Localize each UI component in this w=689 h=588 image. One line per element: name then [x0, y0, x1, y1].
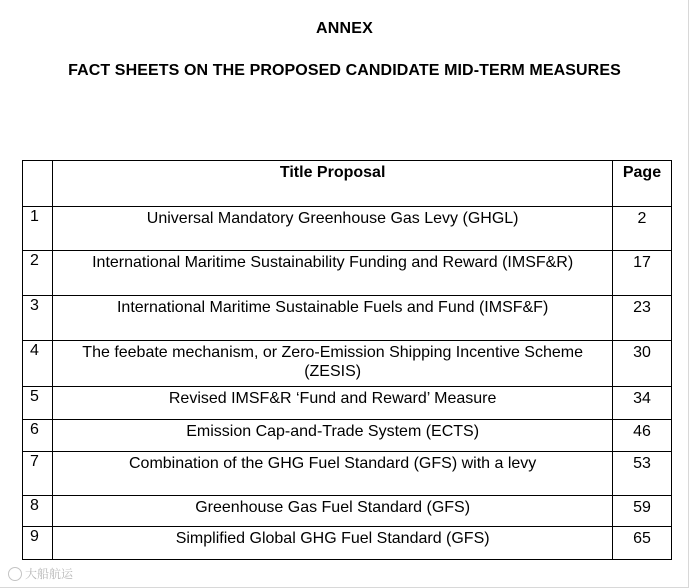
- row-title: The feebate mechanism, or Zero-Emission Shipping Incentive Scheme (ZESIS): [53, 341, 613, 387]
- watermark-text: 大船航运: [25, 567, 74, 581]
- row-title: Simplified Global GHG Fuel Standard (GFS): [53, 527, 613, 560]
- table-row: [23, 496, 672, 527]
- row-title: Combination of the GHG Fuel Standard (GFS) with a levy: [53, 452, 613, 496]
- row-number: 1: [23, 207, 53, 251]
- row-page: 2: [612, 207, 671, 251]
- row-number: 9: [23, 527, 53, 560]
- row-number: 5: [23, 387, 53, 420]
- annex-heading: ANNEX: [315, 20, 373, 37]
- document-subheading: FACT SHEETS ON THE PROPOSED CANDIDATE MID-TERM MEASURES: [68, 62, 621, 79]
- table-row: [23, 251, 672, 296]
- row-title: International Maritime Sustainable Fuels and Fund (IMSF&F): [53, 296, 613, 341]
- row-page: 30: [612, 341, 671, 387]
- table-row: [23, 341, 672, 387]
- row-page: 17: [612, 251, 671, 296]
- row-title: Universal Mandatory Greenhouse Gas Levy (GHGL): [53, 207, 613, 251]
- row-title: Greenhouse Gas Fuel Standard (GFS): [53, 496, 613, 527]
- row-title: Emission Cap-and-Trade System (ECTS): [53, 420, 613, 452]
- row-number: 7: [23, 452, 53, 496]
- row-title: International Maritime Sustainability Funding and Reward (IMSF&R): [53, 251, 613, 296]
- watermark-logo-icon: [8, 567, 22, 581]
- row-number: 6: [23, 420, 53, 452]
- table-row: [23, 420, 672, 452]
- table-row: [23, 452, 672, 496]
- header-page: Page: [612, 161, 671, 207]
- row-title: Revised IMSF&R ‘Fund and Reward’ Measure: [53, 387, 613, 420]
- row-page: 23: [612, 296, 671, 341]
- row-page: 34: [612, 387, 671, 420]
- table-row: [23, 296, 672, 341]
- row-page: 59: [612, 496, 671, 527]
- header-number: [23, 161, 53, 207]
- table-row: [23, 527, 672, 560]
- header-title: Title Proposal: [53, 161, 613, 207]
- row-number: 4: [23, 341, 53, 387]
- table-header-row: [23, 161, 672, 207]
- row-number: 3: [23, 296, 53, 341]
- row-number: 2: [23, 251, 53, 296]
- row-page: 46: [612, 420, 671, 452]
- table-row: [23, 387, 672, 420]
- row-page: 65: [612, 527, 671, 560]
- table-row: [23, 207, 672, 251]
- watermark: [8, 565, 73, 582]
- measures-table: [22, 160, 672, 560]
- row-number: 8: [23, 496, 53, 527]
- row-page: 53: [612, 452, 671, 496]
